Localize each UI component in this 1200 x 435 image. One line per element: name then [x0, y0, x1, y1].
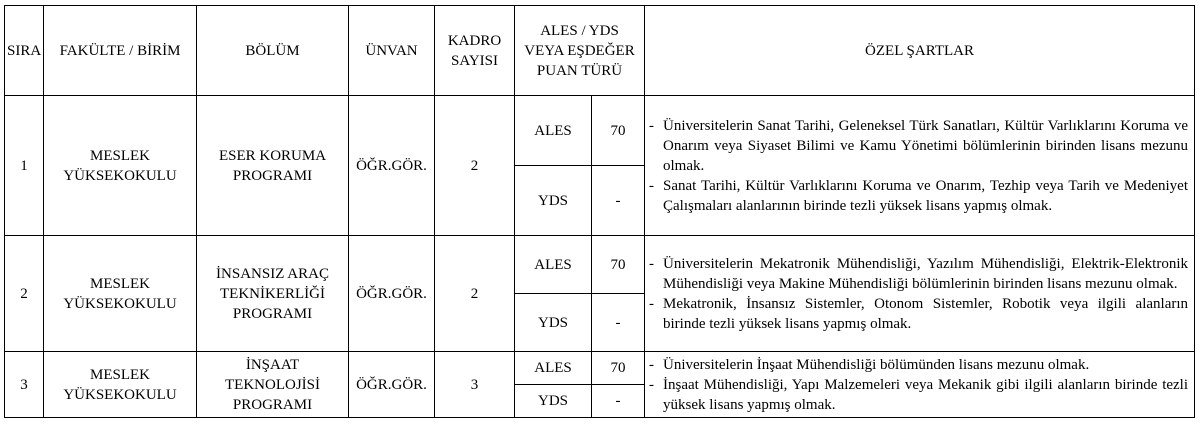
header-kadro: KADRO SAYISI [435, 6, 515, 96]
kadro-cell: 2 [435, 96, 515, 236]
header-sira: SIRA [5, 6, 44, 96]
ales-label-cell: ALES [515, 236, 592, 294]
conditions-cell [645, 236, 1195, 352]
sira-cell: 1 [5, 96, 44, 236]
condition-item: - Üniversitelerin Mekatronik Mühendisliği, Yazılım Mühendisliği, Elektrik-Elektronik Mühendisliği veya Makine Mühendisliği bölümlerinin birinden lisans mezunu olmak. [649, 255, 1189, 292]
unvan-cell: ÖĞR.GÖR. [349, 236, 435, 352]
sira-cell: 3 [5, 352, 44, 418]
conditions-cell [645, 352, 1195, 418]
table-row [5, 236, 1195, 294]
yds-label-cell: YDS [515, 294, 592, 352]
fakulte-cell: MESLEK YÜKSEKOKULU [44, 352, 197, 418]
unvan-cell: ÖĞR.GÖR. [349, 96, 435, 236]
yds-value-cell: - [592, 166, 645, 236]
fakulte-cell: MESLEK YÜKSEKOKULU [44, 96, 197, 236]
positions-table [4, 5, 1195, 418]
header-ales-yds: ALES / YDS VEYA EŞDEĞER PUAN TÜRÜ [515, 6, 645, 96]
condition-item: - Üniversitelerin Sanat Tarihi, Geleneksel Türk Sanatları, Kültür Varlıklarını Koruma ve Onarım veya Siyaset Bilimi ve Kamu Yönetimi bölümlerinin birinden lisans mezunu olmak. [649, 117, 1189, 174]
unvan-cell: ÖĞR.GÖR. [349, 352, 435, 418]
bolum-cell: ESER KORUMA PROGRAMI [197, 96, 349, 236]
table-row [5, 352, 1195, 385]
header-fakulte: FAKÜLTE / BİRİM [44, 6, 197, 96]
header-unvan: ÜNVAN [349, 6, 435, 96]
kadro-cell: 2 [435, 236, 515, 352]
condition-item: - Mekatronik, İnsansız Sistemler, Otonom Sistemler, Robotik veya ilgili alanların birinde tezli yüksek lisans yapmış olmak. [649, 295, 1189, 332]
ales-label-cell: ALES [515, 96, 592, 166]
fakulte-cell: MESLEK YÜKSEKOKULU [44, 236, 197, 352]
conditions-cell [645, 96, 1195, 236]
ales-value-cell: 70 [592, 236, 645, 294]
header-ozel: ÖZEL ŞARTLAR [645, 6, 1195, 96]
header-row [5, 6, 1195, 96]
condition-item: - Üniversitelerin İnşaat Mühendisliği bölümünden lisans mezunu olmak. [649, 356, 1090, 373]
kadro-cell: 3 [435, 352, 515, 418]
yds-label-cell: YDS [515, 385, 592, 418]
sira-cell: 2 [5, 236, 44, 352]
bolum-cell: İNŞAAT TEKNOLOJİSİ PROGRAMI [197, 352, 349, 418]
condition-item: - Sanat Tarihi, Kültür Varlıklarını Koruma ve Onarım, Tezhip veya Tarih ve Medeniyet Çalışmaları alanlarının birinde tezli yüksek lisans yapmış olmak. [649, 177, 1189, 214]
condition-item: - İnşaat Mühendisliği, Yapı Malzemeleri veya Mekanik gibi ilgili alanların birinde tezli yüksek lisans yapmış olmak. [649, 376, 1189, 413]
ales-label-cell: ALES [515, 352, 592, 385]
yds-value-cell: - [592, 294, 645, 352]
ales-value-cell: 70 [592, 352, 645, 385]
yds-label-cell: YDS [515, 166, 592, 236]
table-row [5, 96, 1195, 166]
bolum-cell: İNSANSIZ ARAÇ TEKNİKERLİĞİ PROGRAMI [197, 236, 349, 352]
ales-value-cell: 70 [592, 96, 645, 166]
document-page [4, 5, 1195, 418]
yds-value-cell: - [592, 385, 645, 418]
header-bolum: BÖLÜM [197, 6, 349, 96]
